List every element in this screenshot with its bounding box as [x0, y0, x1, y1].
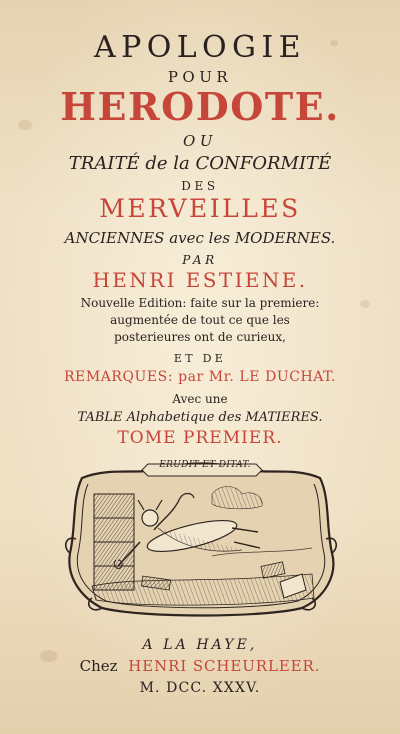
subtitle-merveilles: MERVEILLES: [99, 194, 301, 223]
subtitle-des: DES: [181, 179, 219, 193]
table-line: TABLE Alphabetique des MATIERES.: [77, 410, 323, 425]
et-de: ET DE: [173, 352, 227, 365]
vignette-motto: ERUDIT ET DITAT.: [159, 460, 251, 470]
tome-premier: TOME PREMIER.: [117, 428, 283, 448]
remarques-line: REMARQUES: par Mr. LE DUCHAT.: [63, 369, 337, 385]
title-pour: POUR: [167, 68, 233, 86]
title-herodote: HERODOTE.: [60, 84, 340, 129]
title-ou: OU: [183, 132, 217, 150]
avec-une: Avec une: [172, 392, 228, 406]
imprint-chez: Chez: [79, 657, 118, 675]
imprint-publisher-name: HENRI SCHEURLEER.: [128, 657, 321, 675]
imprint-publisher: [0, 659, 400, 674]
edition-line-1: Nouvelle Edition: faite sur la premiere:: [80, 296, 320, 310]
printers-device-engraving: [62, 458, 342, 618]
edition-line-3: posterieures ont de curieux,: [114, 330, 286, 344]
subtitle-traite: TRAITÉ de la CONFORMITÉ: [68, 153, 332, 174]
author-par: PAR: [182, 253, 218, 267]
title-apologie: APOLOGIE: [94, 30, 306, 65]
author-name: HENRI ESTIENE.: [92, 268, 308, 292]
imprint-place: A LA HAYE,: [142, 637, 258, 653]
edition-line-2: augmentée de tout ce que les: [110, 313, 290, 327]
imprint-date: M. DCC. XXXV.: [139, 680, 261, 696]
subtitle-anciennes: ANCIENNES avec les MODERNES.: [64, 229, 336, 247]
